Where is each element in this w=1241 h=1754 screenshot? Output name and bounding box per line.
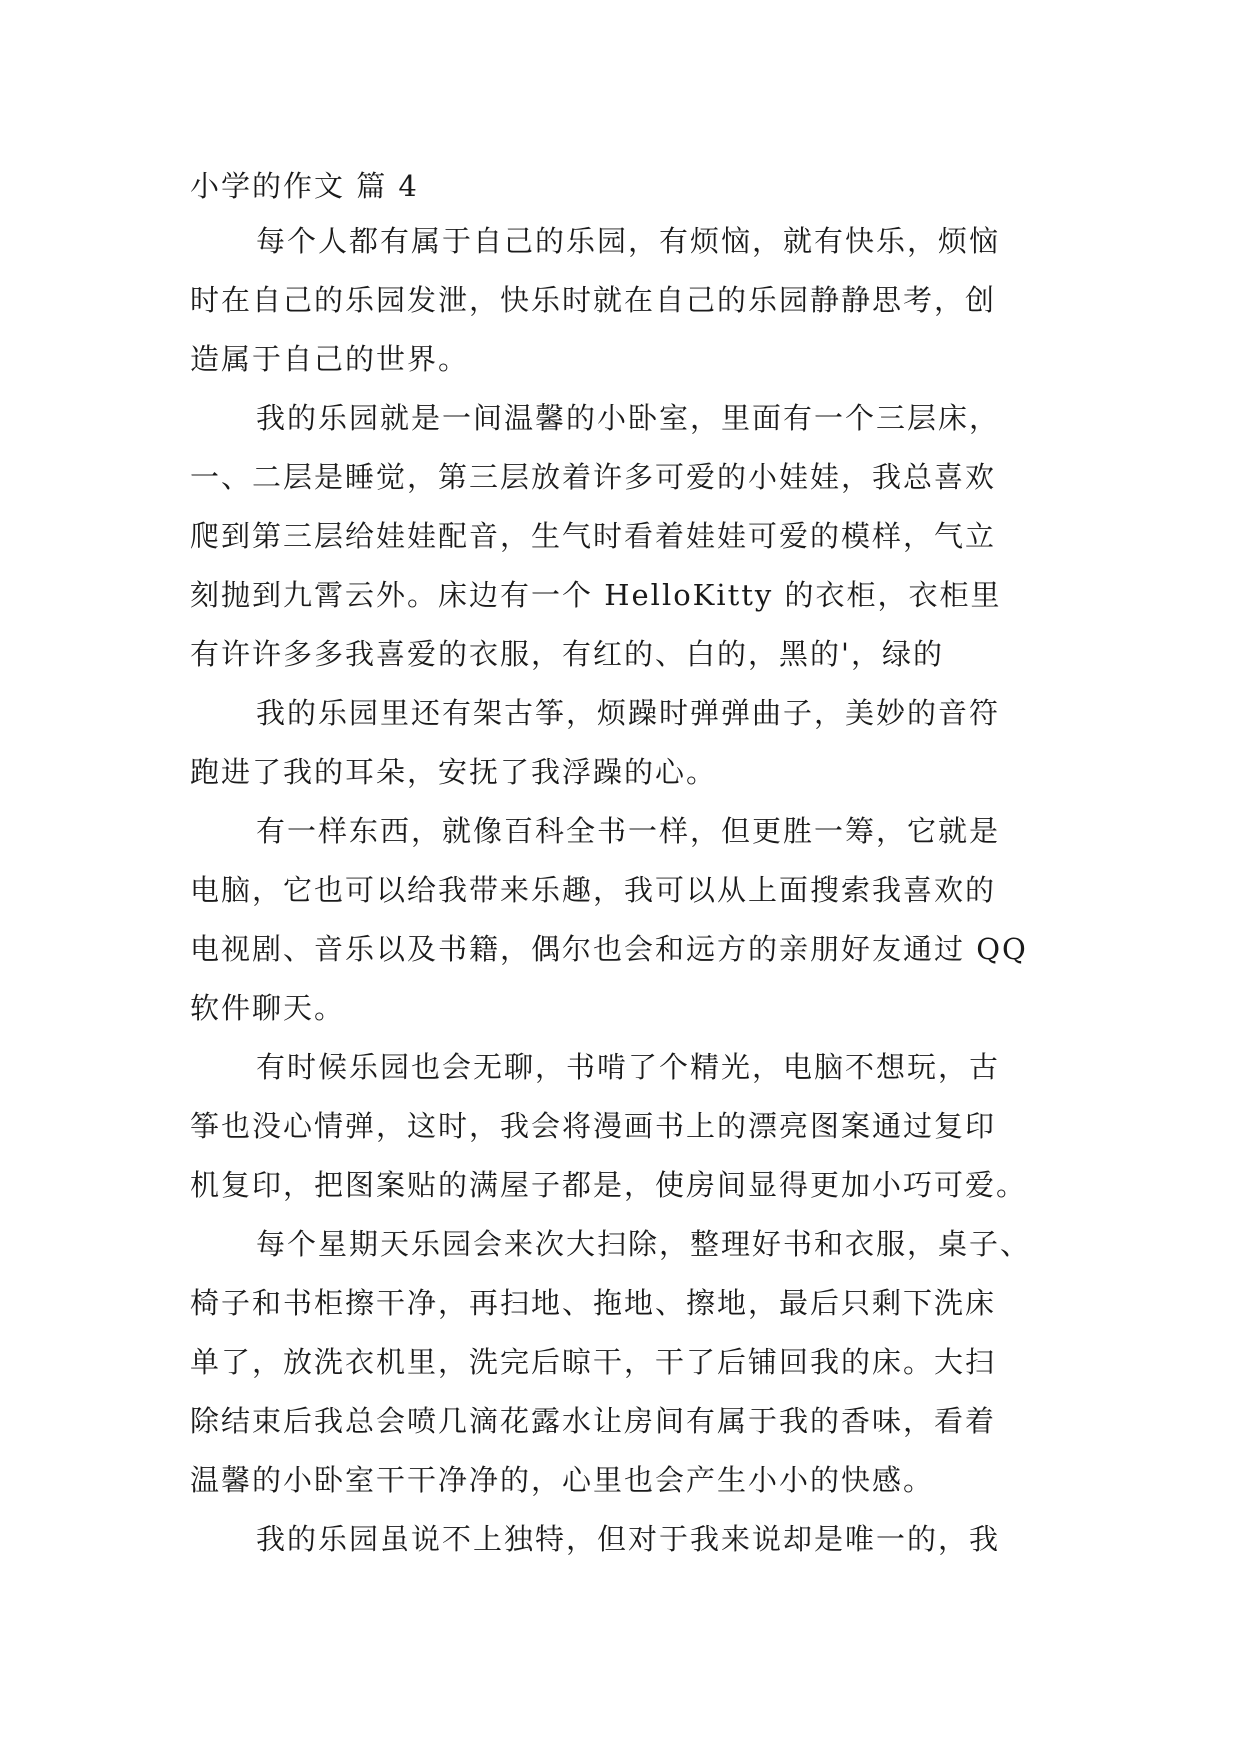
text-line: 电脑，它也可以给我带来乐趣，我可以从上面搜索我喜欢的 [190,873,997,907]
text-line: 有许许多多我喜爱的衣服，有红的、白的，黑的'，绿的 [190,637,944,671]
text-line: 软件聊天。 [190,991,346,1025]
paragraph [190,212,1070,389]
text-line: 单了，放洗衣机里，洗完后晾干，干了后铺回我的床。大扫 [190,1345,997,1379]
paragraph [190,1510,1070,1569]
text-line: 每个人都有属于自己的乐园，有烦恼，就有快乐，烦恼 [256,224,1001,258]
paragraph [190,684,1070,802]
document-body [190,160,1070,1569]
text-line: 有时候乐园也会无聊，书啃了个精光，电脑不想玩，古 [256,1050,1001,1084]
text-line: 爬到第三层给娃娃配音，生气时看着娃娃可爱的模样，气立 [190,519,997,553]
document-title: 小学的作文 篇 4 [190,169,419,203]
text-line: 电视剧、音乐以及书籍，偶尔也会和远方的亲朋好友通过 QQ [190,932,1028,966]
text-line: 除结束后我总会喷几滴花露水让房间有属于我的香味，看着 [190,1404,997,1438]
paragraph [190,1215,1070,1510]
text-line: 机复印，把图案贴的满屋子都是，使房间显得更加小巧可爱。 [190,1168,1028,1202]
text-line: 我的乐园虽说不上独特，但对于我来说却是唯一的，我 [256,1522,1001,1556]
text-line: 一、二层是睡觉，第三层放着许多可爱的小娃娃，我总喜欢 [190,460,997,494]
text-line: 筝也没心情弹，这时，我会将漫画书上的漂亮图案通过复印 [190,1109,997,1143]
text-line: 我的乐园就是一间温馨的小卧室，里面有一个三层床， [256,401,1001,435]
text-line: 温馨的小卧室干干净净的，心里也会产生小小的快感。 [190,1463,935,1497]
text-line: 我的乐园里还有架古筝，烦躁时弹弹曲子，美妙的音符 [256,696,1001,730]
text-line: 每个星期天乐园会来次大扫除，整理好书和衣服，桌子、 [256,1227,1032,1261]
paragraph [190,389,1070,684]
text-line: 刻抛到九霄云外。床边有一个 HelloKitty 的衣柜，衣柜里 [190,578,1002,612]
text-line: 有一样东西，就像百科全书一样，但更胜一筹，它就是 [256,814,1001,848]
text-line: 椅子和书柜擦干净，再扫地、拖地、擦地，最后只剩下洗床 [190,1286,997,1320]
text-line: 造属于自己的世界。 [190,342,470,376]
text-line: 时在自己的乐园发泄，快乐时就在自己的乐园静静思考，创 [190,283,997,317]
paragraph [190,802,1070,1038]
paragraph [190,1038,1070,1215]
text-line: 跑进了我的耳朵，安抚了我浮躁的心。 [190,755,718,789]
